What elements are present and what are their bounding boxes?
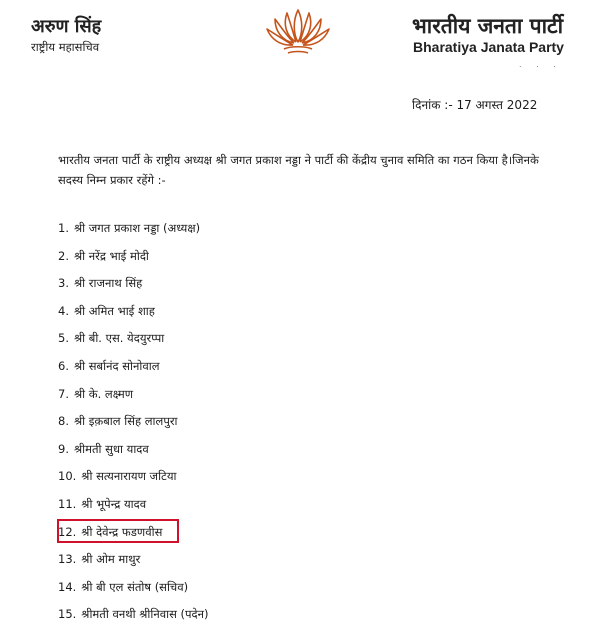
member-name: श्री अमित भाई शाह: [73, 303, 155, 318]
member-number: 2.: [58, 248, 69, 263]
member-name: श्री भूपेन्द्र यादव: [81, 496, 147, 511]
member-number: 12.: [58, 524, 77, 539]
member-number: 15.: [58, 607, 77, 622]
member-name: श्री नरेंद्र भाई मोदी: [73, 248, 149, 263]
member-number: 5.: [58, 331, 69, 346]
member-number: 8.: [58, 414, 69, 429]
member-name: श्री सर्बानंद सोनोवाल: [73, 358, 160, 373]
sender-name: अरुण सिंह: [31, 16, 102, 37]
party-name-hindi: भारतीय जनता पार्टी: [412, 14, 564, 38]
member-number: 11.: [58, 496, 77, 511]
list-item: [58, 243, 209, 271]
member-number: 7.: [58, 386, 69, 401]
member-number: 14.: [58, 579, 77, 594]
list-item: [58, 546, 209, 574]
member-number: 10.: [58, 469, 77, 484]
date-line: दिनांक :- 17 अगस्त 2022: [412, 98, 538, 112]
member-list: [58, 215, 209, 629]
list-item: [58, 353, 209, 381]
list-item: [58, 298, 209, 326]
member-name: श्री बी एल संतोष (सचिव): [81, 579, 189, 594]
list-item: [58, 601, 209, 629]
sender-title: राष्ट्रीय महासचिव: [31, 40, 100, 54]
member-name: श्री सत्यनारायण जटिया: [81, 469, 177, 484]
member-name: श्री इक़बाल सिंह लालपुरा: [73, 414, 178, 429]
member-number: 13.: [58, 552, 77, 567]
list-item: [58, 491, 209, 519]
member-number: 9.: [58, 441, 69, 456]
member-name: श्री राजनाथ सिंह: [73, 276, 143, 291]
member-name: श्री बी. एस. येदयुरप्पा: [73, 331, 165, 346]
intro-paragraph: भारतीय जनता पार्टी के राष्ट्रीय अध्यक्ष श्री जगत प्रकाश नड्डा ने पार्टी की केंद्रीय चुनाव समिति का गठन किया है।जिनके सदस्य निम्न प्रकार रहेंगे :-: [58, 153, 539, 187]
list-item: [58, 408, 209, 436]
member-number: 6.: [58, 358, 69, 373]
member-number: 3.: [58, 276, 69, 291]
lotus-icon: [262, 4, 334, 60]
list-item: [58, 574, 209, 602]
list-item: [58, 270, 209, 298]
list-item: [58, 381, 209, 409]
list-item: [58, 463, 209, 491]
member-name: श्री के. लक्ष्मण: [73, 386, 134, 401]
member-number: 1.: [58, 221, 69, 235]
member-name: श्रीमती वनथी श्रीनिवास (पदेन): [81, 607, 209, 622]
party-name-english: Bharatiya Janata Party: [413, 39, 564, 55]
member-name: श्री ओम माथुर: [81, 552, 141, 567]
header-specks: . . .: [519, 60, 562, 69]
list-item: [58, 436, 209, 464]
highlight-box: [57, 519, 179, 543]
member-name: श्री जगत प्रकाश नड्डा (अध्यक्ष): [73, 221, 201, 235]
member-number: 4.: [58, 303, 69, 318]
list-item: [58, 325, 209, 353]
member-name: श्री देवेन्द्र फडणवीस: [81, 524, 163, 539]
member-name: श्रीमती सुधा यादव: [73, 441, 149, 456]
list-item: [58, 215, 209, 243]
